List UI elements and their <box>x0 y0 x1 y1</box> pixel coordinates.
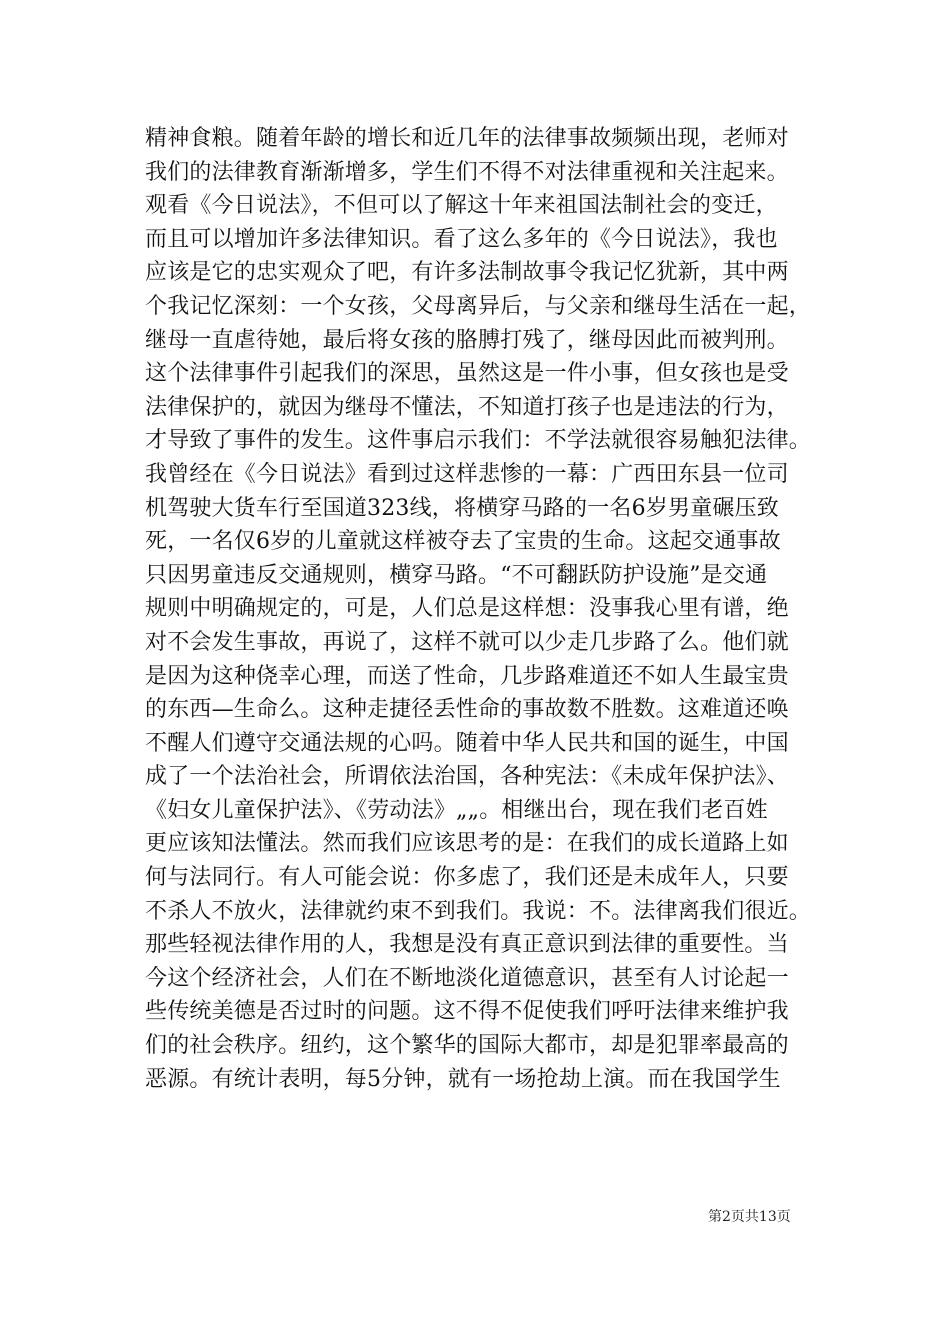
text-line: 这个法律事件引起我们的深思，虽然这是一件小事，但女孩也是受 <box>145 361 789 387</box>
text-line: 继母一直虐待她，最后将女孩的胳膊打残了，继母因此而被判刑。 <box>145 327 789 353</box>
text-line: 今这个经济社会，人们在不断地淡化道德意识，甚至有人讨论起一 <box>145 965 789 991</box>
text-line: 更应该知法懂法。然而我们应该思考的是：在我们的成长道路上如 <box>145 831 789 857</box>
page-number-footer: 第2页共13页 <box>708 1209 791 1225</box>
text-line: 们的社会秩序。纽约，这个繁华的国际大都市，却是犯罪率最高的 <box>145 1033 789 1059</box>
text-line: 个我记忆深刻：一个女孩，父母离异后，与父亲和继母生活在一起， <box>145 293 812 319</box>
text-line: 死，一名仅6岁的儿童就这样被夺去了宝贵的生命。这起交通事故 <box>145 529 781 555</box>
body-text <box>145 122 810 1096</box>
text-line: 对不会发生事故，再说了，这样不就可以少走几步路了么。他们就 <box>145 629 789 655</box>
text-line: 只因男童违反交通规则，横穿马路。“不可翻跃防护设施”是交通 <box>145 562 768 588</box>
text-line: 何与法同行。有人可能会说：你多虑了，我们还是未成年人，只要 <box>145 865 789 891</box>
text-line: 的东西—生命么。这种走捷径丢性命的事故数不胜数。这难道还唤 <box>145 697 789 723</box>
text-line: 些传统美德是否过时的问题。这不得不促使我们呼吁法律来维护我 <box>145 999 789 1025</box>
text-line: 我们的法律教育渐渐增多，学生们不得不对法律重视和关注起来。 <box>145 159 789 185</box>
text-line: 精神食粮。随着年龄的增长和近几年的法律事故频频出现，老师对 <box>145 126 789 151</box>
text-line: 不醒人们遵守交通法规的心吗。随着中华人民共和国的诞生，中国 <box>145 730 789 756</box>
text-line: 不杀人不放火，法律就约束不到我们。我说：不。法律离我们很近。 <box>145 898 812 924</box>
text-line: 恶源。有统计表明，每5分钟，就有一场抢劫上演。而在我国学生 <box>145 1066 781 1092</box>
text-line: 机驾驶大货车行至国道323线，将横穿马路的一名6岁男童碾压致 <box>145 495 779 521</box>
text-line: 才导致了事件的发生。这件事启示我们：不学法就很容易触犯法律。 <box>145 428 812 454</box>
text-line: 应该是它的忠实观众了吧，有许多法制故事令我记忆犹新，其中两 <box>145 260 789 286</box>
text-line: 《妇女儿童保护法》、《劳动法》„„。相继出台，现在我们老百姓 <box>145 797 768 823</box>
text-line: 观看《今日说法》，不但可以了解这十年来祖国法制社会的变迁， <box>145 193 778 219</box>
text-line: 我曾经在《今日说法》看到过这样悲惨的一幕：广西田东县一位司 <box>145 461 789 487</box>
text-line: 而且可以增加许多法律知识。看了这么多年的《今日说法》，我也 <box>145 226 778 252</box>
text-line: 那些轻视法律作用的人，我想是没有真正意识到法律的重要性。当 <box>145 932 789 958</box>
text-line: 法律保护的，就因为继母不懂法，不知道打孩子也是违法的行为， <box>145 394 789 420</box>
text-line: 规则中明确规定的，可是，人们总是这样想：没事我心里有谱，绝 <box>145 596 789 622</box>
text-line: 成了一个法治社会，所谓依法治国，各种宪法：《未成年保护法》、 <box>145 764 790 790</box>
text-line: 是因为这种侥幸心理，而送了性命，几步路难道还不如人生最宝贵 <box>145 663 789 689</box>
